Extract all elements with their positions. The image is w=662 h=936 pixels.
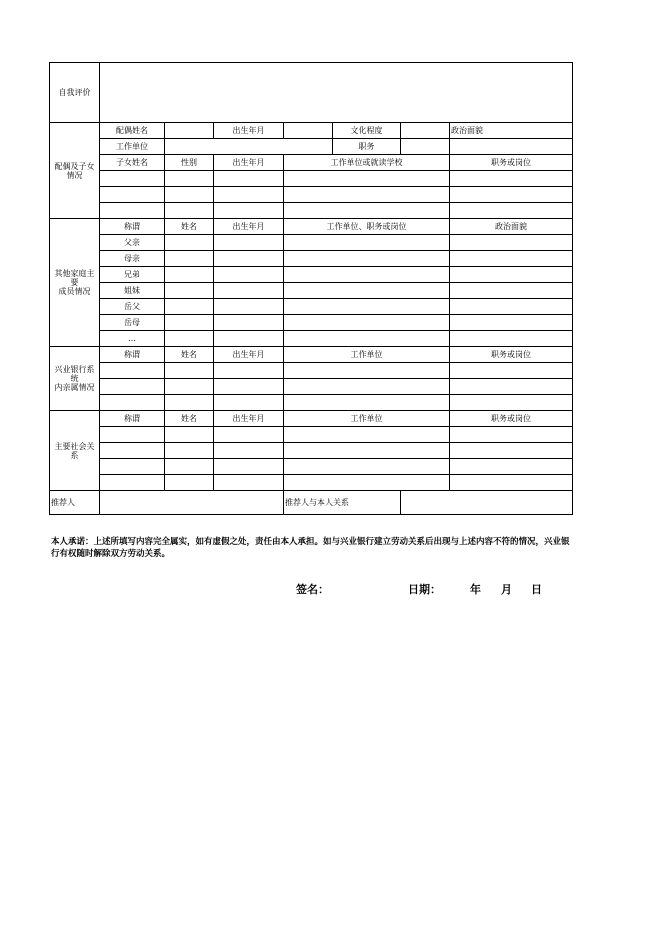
children-header-birth: 出生年月 — [214, 155, 284, 171]
bank-header-name: 姓名 — [165, 347, 214, 363]
table-cell[interactable] — [165, 459, 214, 475]
children-header-post: 职务或岗位 — [450, 155, 573, 171]
social-row — [50, 443, 573, 459]
table-cell[interactable] — [100, 395, 165, 411]
bank-header-relation: 称谓 — [100, 347, 165, 363]
table-cell[interactable] — [450, 283, 573, 299]
table-cell[interactable] — [284, 363, 450, 379]
table-cell[interactable] — [214, 283, 284, 299]
table-cell[interactable] — [214, 427, 284, 443]
table-cell[interactable] — [214, 315, 284, 331]
children-header-gender: 性别 — [165, 155, 214, 171]
family-header-name: 姓名 — [165, 219, 214, 235]
table-cell[interactable] — [165, 427, 214, 443]
table-cell[interactable] — [450, 331, 573, 347]
table-cell[interactable] — [214, 203, 284, 219]
relation-label: 姐妹 — [100, 283, 165, 299]
table-cell[interactable] — [165, 203, 214, 219]
spouse-work-label: 工作单位 — [100, 139, 165, 155]
table-cell[interactable] — [214, 251, 284, 267]
table-cell[interactable] — [165, 283, 214, 299]
table-cell[interactable] — [450, 363, 573, 379]
table-cell[interactable] — [214, 187, 284, 203]
day-label: 日 — [531, 583, 542, 596]
year-label: 年 — [470, 583, 481, 596]
table-cell[interactable] — [165, 379, 214, 395]
referee-label: 推荐人 — [50, 491, 100, 515]
table-cell[interactable] — [100, 203, 165, 219]
self-eval-label: 自我评价 — [50, 63, 100, 123]
info-form-table — [49, 62, 573, 515]
spouse-post-field[interactable] — [401, 139, 450, 155]
table-cell[interactable] — [450, 251, 573, 267]
date-label: 日期： — [408, 583, 441, 596]
spouse-birth-label: 出生年月 — [214, 123, 284, 139]
family-header-political: 政治面貌 — [450, 219, 573, 235]
table-cell[interactable] — [165, 251, 214, 267]
social-header-work: 工作单位 — [284, 411, 450, 427]
bank-row — [50, 395, 573, 411]
table-cell[interactable] — [284, 395, 450, 411]
table-cell[interactable] — [284, 283, 450, 299]
table-cell[interactable] — [100, 171, 165, 187]
spouse-political-field[interactable] — [450, 139, 573, 155]
table-cell[interactable] — [100, 443, 165, 459]
table-cell[interactable] — [284, 459, 450, 475]
table-cell[interactable] — [165, 395, 214, 411]
bank-header-work: 工作单位 — [284, 347, 450, 363]
family-header-row — [50, 219, 573, 235]
family-row-father — [50, 235, 573, 251]
spouse-political-label: 政治面貌 — [450, 123, 573, 139]
spouse-birth-field[interactable] — [284, 123, 333, 139]
social-header-row — [50, 411, 573, 427]
table-cell[interactable] — [165, 331, 214, 347]
table-cell[interactable] — [100, 475, 165, 491]
table-cell[interactable] — [100, 363, 165, 379]
bank-header-row — [50, 347, 573, 363]
family-row-sister — [50, 283, 573, 299]
table-cell[interactable] — [165, 267, 214, 283]
social-header-relation: 称谓 — [100, 411, 165, 427]
relation-label: 岳母 — [100, 315, 165, 331]
referee-relation-field[interactable] — [401, 491, 573, 515]
social-row — [50, 475, 573, 491]
table-cell[interactable] — [450, 315, 573, 331]
table-cell[interactable] — [450, 395, 573, 411]
spouse-row-2 — [50, 139, 573, 155]
table-cell[interactable] — [214, 475, 284, 491]
children-row — [50, 171, 573, 187]
table-cell[interactable] — [450, 459, 573, 475]
social-header-birth: 出生年月 — [214, 411, 284, 427]
family-row-mother-in-law — [50, 315, 573, 331]
month-label: 月 — [501, 583, 512, 596]
children-header-school: 工作单位或就读学校 — [284, 155, 450, 171]
table-cell[interactable] — [165, 363, 214, 379]
table-cell[interactable] — [214, 459, 284, 475]
table-cell[interactable] — [284, 187, 450, 203]
table-cell[interactable] — [214, 299, 284, 315]
table-cell[interactable] — [284, 299, 450, 315]
spouse-edu-field[interactable] — [401, 123, 450, 139]
relation-label: 岳父 — [100, 299, 165, 315]
table-cell[interactable] — [100, 379, 165, 395]
table-cell[interactable] — [284, 251, 450, 267]
table-cell[interactable] — [100, 427, 165, 443]
social-header-post: 职务或岗位 — [450, 411, 573, 427]
table-cell[interactable] — [284, 203, 450, 219]
table-cell[interactable] — [214, 443, 284, 459]
family-row-father-in-law — [50, 299, 573, 315]
bank-header-post: 职务或岗位 — [450, 347, 573, 363]
pledge-text: 本人承诺：上述所填写内容完全属实，如有虚假之处，责任由本人承担。如与兴业银行建立劳动关系后出现与上述内容不符的情况，兴业银行有权随时解除双方劳动关系。 — [51, 537, 570, 559]
table-cell[interactable] — [284, 235, 450, 251]
table-cell[interactable] — [214, 363, 284, 379]
children-header-name: 子女姓名 — [100, 155, 165, 171]
table-cell[interactable] — [450, 379, 573, 395]
self-eval-field[interactable] — [100, 63, 573, 123]
table-cell[interactable] — [284, 331, 450, 347]
family-header-birth: 出生年月 — [214, 219, 284, 235]
referee-row — [50, 491, 573, 515]
table-cell[interactable] — [165, 235, 214, 251]
table-cell[interactable] — [100, 459, 165, 475]
table-cell[interactable] — [450, 171, 573, 187]
table-cell[interactable] — [450, 443, 573, 459]
self-eval-row — [50, 63, 573, 123]
relation-label: … — [100, 331, 165, 347]
family-row-other — [50, 331, 573, 347]
bank-header-birth: 出生年月 — [214, 347, 284, 363]
table-cell[interactable] — [284, 267, 450, 283]
table-cell[interactable] — [214, 331, 284, 347]
family-row-brother — [50, 267, 573, 283]
signature-label: 签名： — [296, 583, 329, 596]
table-cell[interactable] — [284, 379, 450, 395]
table-cell[interactable] — [165, 299, 214, 315]
table-cell[interactable] — [450, 427, 573, 443]
table-cell[interactable] — [284, 443, 450, 459]
children-header-row — [50, 155, 573, 171]
bank-row — [50, 363, 573, 379]
table-cell[interactable] — [100, 187, 165, 203]
table-cell[interactable] — [165, 475, 214, 491]
spouse-section-label: 配偶及子女情况 — [50, 123, 100, 219]
family-section-label: 其他家庭主要 成员情况 — [50, 219, 100, 347]
children-row — [50, 203, 573, 219]
table-cell[interactable] — [284, 475, 450, 491]
family-row-mother — [50, 251, 573, 267]
table-cell[interactable] — [284, 427, 450, 443]
table-cell[interactable] — [214, 267, 284, 283]
table-cell[interactable] — [214, 171, 284, 187]
social-row — [50, 427, 573, 443]
table-cell[interactable] — [165, 171, 214, 187]
family-header-work: 工作单位、职务或岗位 — [284, 219, 450, 235]
table-cell[interactable] — [284, 315, 450, 331]
spouse-row-1 — [50, 123, 573, 139]
relation-label: 母亲 — [100, 251, 165, 267]
spouse-post-label: 职务 — [333, 139, 401, 155]
table-cell[interactable] — [450, 267, 573, 283]
table-cell[interactable] — [214, 379, 284, 395]
table-cell[interactable] — [165, 315, 214, 331]
social-section-label: 主要社会关系 — [50, 411, 100, 491]
table-cell[interactable] — [450, 299, 573, 315]
bank-row — [50, 379, 573, 395]
table-cell[interactable] — [450, 187, 573, 203]
spouse-edu-label: 文化程度 — [333, 123, 401, 139]
table-cell[interactable] — [450, 203, 573, 219]
table-cell[interactable] — [284, 171, 450, 187]
table-cell[interactable] — [165, 187, 214, 203]
table-cell[interactable] — [214, 235, 284, 251]
table-cell[interactable] — [214, 395, 284, 411]
social-row — [50, 459, 573, 475]
bank-section-label: 兴业银行系统 内亲属情况 — [50, 347, 100, 411]
table-cell[interactable] — [450, 475, 573, 491]
referee-relation-label: 推荐人与本人关系 — [284, 491, 401, 515]
referee-field[interactable] — [100, 491, 284, 515]
social-header-name: 姓名 — [165, 411, 214, 427]
children-row — [50, 187, 573, 203]
relation-label: 父亲 — [100, 235, 165, 251]
spouse-name-label: 配偶姓名 — [100, 123, 165, 139]
relation-label: 兄弟 — [100, 267, 165, 283]
table-cell[interactable] — [165, 443, 214, 459]
spouse-work-field[interactable] — [165, 139, 333, 155]
family-header-relation: 称谓 — [100, 219, 165, 235]
spouse-name-field[interactable] — [165, 123, 214, 139]
table-cell[interactable] — [450, 235, 573, 251]
